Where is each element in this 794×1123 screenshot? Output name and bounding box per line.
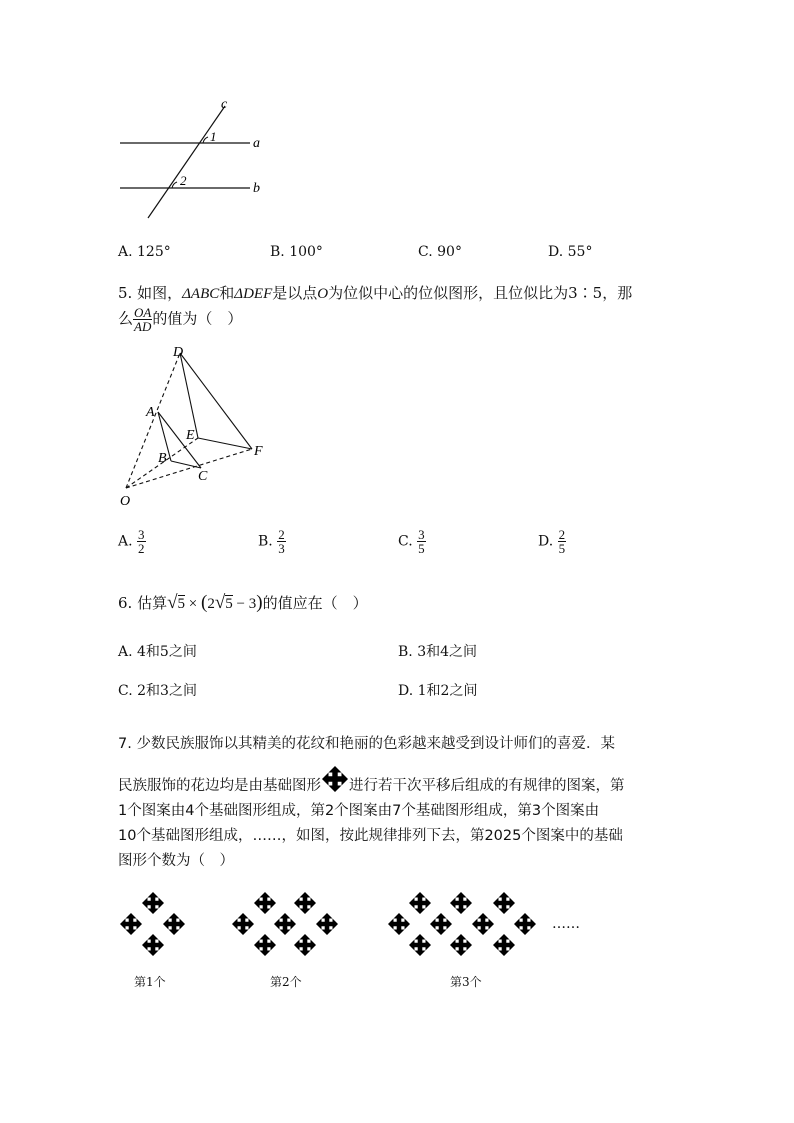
point-d: D [173,345,184,360]
q5-stem-line1: 5. 如图，ΔABC和ΔDEF是以点O为位似中心的位似图形，且位似比为3∶5，那 [118,284,633,302]
q7-line1: 7. 少数民族服饰以其精美的花纹和艳丽的色彩越来越受到设计师们的喜爱．某 [118,736,615,752]
q6-option-a[interactable]: A. 4和5之间 [118,644,197,660]
four-way-arrow-icon [294,934,316,956]
four-way-arrow-icon [493,934,515,956]
four-way-arrow-icon [450,892,472,914]
four-way-arrow-icon [388,913,410,935]
q4-option-c[interactable]: C. 90° [418,244,462,260]
label-a: a [253,136,260,151]
four-way-arrow-icon [409,892,431,914]
four-way-arrow-icon [450,934,472,956]
angle-2: 2 [180,173,187,188]
four-way-arrow-icon [142,892,164,914]
q7-line2: 民族服饰的花边均是由基础图形 进行若干次平移后组成的有规律的图案，第 [118,766,625,801]
point-c: C [198,469,208,484]
point-b: B [158,451,167,466]
caption-pattern-1: 第1个 [134,975,166,989]
four-way-arrow-icon [409,934,431,956]
point-e: E [186,428,195,443]
q5-option-b[interactable]: B. $\frac{2}{3}$ [258,527,285,556]
q5-option-a[interactable]: A. $\frac{3}{2}$ [118,527,145,556]
q6-option-b[interactable]: B. 3和4之间 [398,644,478,660]
q4-option-d[interactable]: D. 55° [548,244,593,260]
four-way-arrow-icon [142,934,164,956]
q5-option-d[interactable]: D. $\frac{2}{5}$ [538,527,566,556]
four-way-arrow-icon [232,913,254,935]
angle-1: 1 [210,129,217,144]
point-o: O [120,494,131,509]
label-c: c [221,97,228,112]
four-way-arrow-icon [472,913,494,935]
four-way-arrow-icon [430,913,452,935]
q5-option-c[interactable]: C. $\frac{3}{5}$ [398,527,425,556]
q5-stem-line2: 么 $\frac{OA}{AD}$ 的值为（ ） [118,305,243,334]
four-way-arrow-icon [274,913,296,935]
homothety-figure [110,340,290,515]
q7-line4: 10个基础图形组成，……，如图，按此规律排列下去，第2025个图案中的基础 [118,828,623,844]
q7-line5: 图形个数为（ ） [118,853,234,869]
q6-option-c[interactable]: C. 2和3之间 [118,683,197,699]
four-way-arrow-icon [163,913,185,935]
q7-line3: 1个图案由4个基础图形组成，第2个图案由7个基础图形组成，第3个图案由 [118,803,600,819]
four-way-arrow-icon [294,892,316,914]
q6-stem: 6. 估算√5 × (2√5 − 3)的值应在（ ） [118,592,368,613]
four-way-arrow-icon [120,913,142,935]
q6-expression: √5 × (2√5 − 3) [167,592,263,613]
q6-option-d[interactable]: D. 1和2之间 [398,683,478,699]
point-a: A [146,405,155,420]
q5-fraction: $\frac{OA}{AD}$ [134,305,152,334]
four-way-arrow-icon [316,913,338,935]
four-way-arrow-icon [322,766,348,792]
label-b: b [253,181,260,196]
q4-option-a[interactable]: A. 125° [118,244,171,260]
four-way-arrow-icon [254,934,276,956]
four-way-arrow-icon [493,892,515,914]
pattern-ellipsis: …… [552,916,580,932]
caption-pattern-2: 第2个 [270,975,302,989]
caption-pattern-3: 第3个 [450,975,482,989]
four-way-arrow-icon [254,892,276,914]
parallel-lines-figure [110,96,280,226]
point-f: F [254,444,263,459]
pattern-2 [232,892,342,958]
q4-option-b[interactable]: B. 100° [270,244,323,260]
pattern-3 [388,892,540,958]
four-way-arrow-icon [514,913,536,935]
pattern-1 [118,892,188,958]
